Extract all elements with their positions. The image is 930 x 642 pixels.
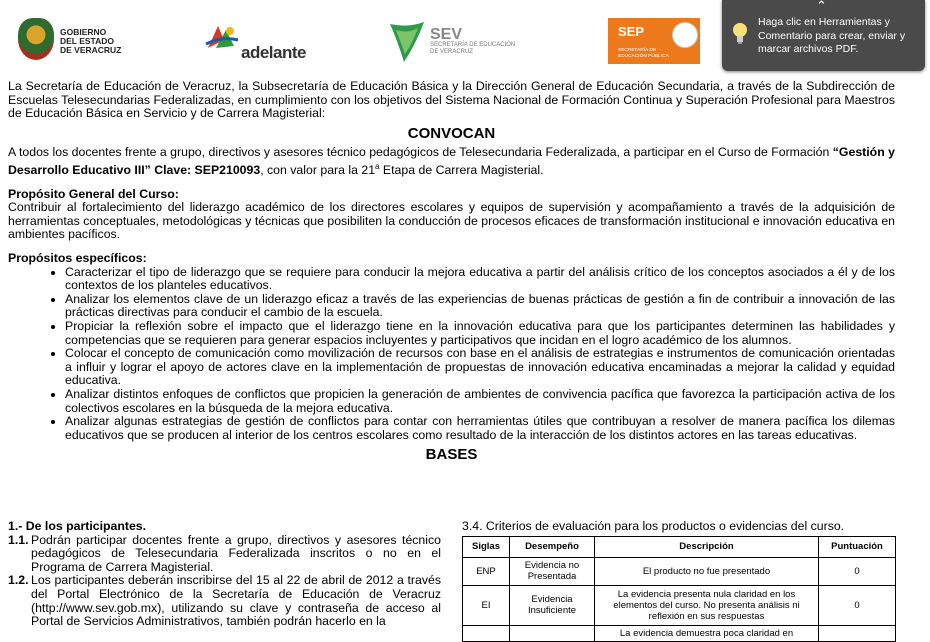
sev-logo-subtitle: SECRETARÍA DE EDUCACIÓN DE VERACRUZ <box>430 42 516 55</box>
right-column <box>462 520 895 642</box>
list-item: • Propiciar la reflexión sobre el impacto que el liderazgo tiene en la innovación educativa para que los participantes determinen las habilidades y competencias que se requieren para generar espacios incluyentes y participativos que incidan en el logro académico de los alumnos. <box>65 320 895 347</box>
column-header: Puntuación <box>819 536 896 557</box>
adelante-logo-icon <box>204 22 240 52</box>
criteria-table <box>462 536 896 642</box>
convocan-heading: CONVOCAN <box>407 124 496 142</box>
column-header: Desempeño <box>510 536 595 557</box>
lightbulb-icon <box>732 22 748 46</box>
left-column <box>8 520 441 629</box>
list-item: • Colocar el concepto de comunicación como movilización de recursos con base en el análisis de estrategias e instrumentos de comunicación orientadas a influir y lograr el apoyo de actores clave en la implementación de propuestas de innovación educativa encaminadas a mejorar la calidad y equidad educativa. <box>65 347 895 388</box>
intro-paragraph: La Secretaría de Educación de Veracruz, la Subsecretaría de Educación Básica y la Dirección General de Educación Secundaria, a través de la Subdirección de Escuelas Telesecundarias Federalizadas, en cumplimiento con los objetivos del Sistema Nacional de Formación Continua y Superación Profesional para Maestros de Educación Básica en Servicio y de Carrera Magisterial: <box>8 79 895 121</box>
sep-logo-subtitle: SECRETARÍA DE EDUCACIÓN PÚBLICA <box>618 48 669 59</box>
list-item: • Analizar distintos enfoques de conflictos que propicien la generación de ambientes de convivencia pacífica que favorezca la participación activa de los colectivos escolares en la búsqueda de la mejora educativa. <box>65 388 895 415</box>
mexico-seal-icon <box>672 22 698 48</box>
column-header: Siglas <box>463 536 510 557</box>
document-body <box>8 80 895 468</box>
table-row: ENP Evidencia no Presentada El producto no fue presentado 0 <box>463 557 896 585</box>
call-paragraph: A todos los docentes frente a grupo, directivos y asesores técnico pedagógicos de Telesecundaria Federalizada, a participar en el Curso de Formación “Gestión y Desarrollo Educativo III” Clave: SEP210093, con valor para la 21$^a$ Etapa de Carrera Magisterial. <box>8 145 895 178</box>
specific-purposes-title: Propósitos específicos: <box>8 251 147 266</box>
base-item: 1.2. Los participantes deberán inscribirse del 15 al 22 de abril de 2012 a través del Portal Electrónico de la Secretaría de Educación de Veracruz (http://www.sev.gob.mx), utilizando su clave y contraseña de acceso al Portal de Servicios Administrativos, también podrán hacerlo en la <box>8 573 441 629</box>
table-row: La evidencia demuestra poca claridad en <box>463 625 896 641</box>
sev-logo-icon <box>388 18 426 64</box>
course-name: “Gestión y Desarrollo Educativo III” Clave: SEP210093 <box>8 145 895 178</box>
list-item: • Caracterizar el tipo de liderazgo que se requiere para conducir la mejora educativa a partir del análisis crítico de los conceptos asociados a él y de los contextos de los planteles educativos. <box>65 266 895 293</box>
specific-purposes-list <box>8 266 895 443</box>
criteria-title: 3.4. Criterios de evaluación para los productos o evidencias del curso. <box>462 519 845 533</box>
column-header: Descripción <box>595 536 819 557</box>
sep-logo-title: SEP <box>618 24 645 39</box>
table-row: EI Evidencia Insuficiente La evidencia presenta nula claridad en los elementos del curso. No presenta análisis ni reflexión en sus respuestas 0 <box>463 585 896 625</box>
adobe-tooltip-popup[interactable] <box>722 0 925 71</box>
table-header-row <box>463 536 896 557</box>
general-purpose-title: Propósito General del Curso: <box>8 186 179 201</box>
adelante-logo-text: adelante <box>241 43 306 62</box>
veracruz-seal-logo <box>18 18 54 60</box>
section-1-title: 1.- De los participantes. <box>8 519 147 533</box>
list-item: • Analizar algunas estrategias de gestión de conflictos para contar con herramientas útiles que contribuyan a resolver de manera pacífica los dilemas educativos que se producen al interior de los centros escolares como resultado de la interacción de los distintos actores en las tareas educativas. <box>65 415 895 442</box>
chevron-up-icon[interactable]: ⌃ <box>816 0 827 13</box>
sev-logo-title: SEV <box>430 26 463 43</box>
bases-heading: BASES <box>425 446 478 464</box>
tooltip-message: Haga clic en Herramientas y Comentario para crear, enviar y marcar archivos PDF. <box>758 16 906 55</box>
general-purpose-text: Contribuir al fortalecimiento del liderazgo académico de los directores escolares y equipos de supervisión y acompañamiento a través de la adquisición de herramientas conceptuales, metodológicas y técnicas que posibiliten la conducción de procesos eficaces de transformación institucional e innovación educativa en ambientes pacíficos. <box>8 200 895 242</box>
gobierno-veracruz-logo-text: GOBIERNO DEL ESTADO DE VERACRUZ <box>60 27 122 55</box>
base-item: 1.1. Podrán participar docentes frente a grupo, directivos y asesores técnico pedagógicos de Telesecundaria Federalizada inscritos o no en el Programa de Carrera Magisterial. <box>8 532 441 574</box>
list-item: • Analizar los elementos clave de un liderazgo eficaz a través de las experiencias de buenas prácticas de gestión a fin de contribuir a innovación de las prácticas directivas para conducir el cambio de la escuela. <box>65 293 895 320</box>
